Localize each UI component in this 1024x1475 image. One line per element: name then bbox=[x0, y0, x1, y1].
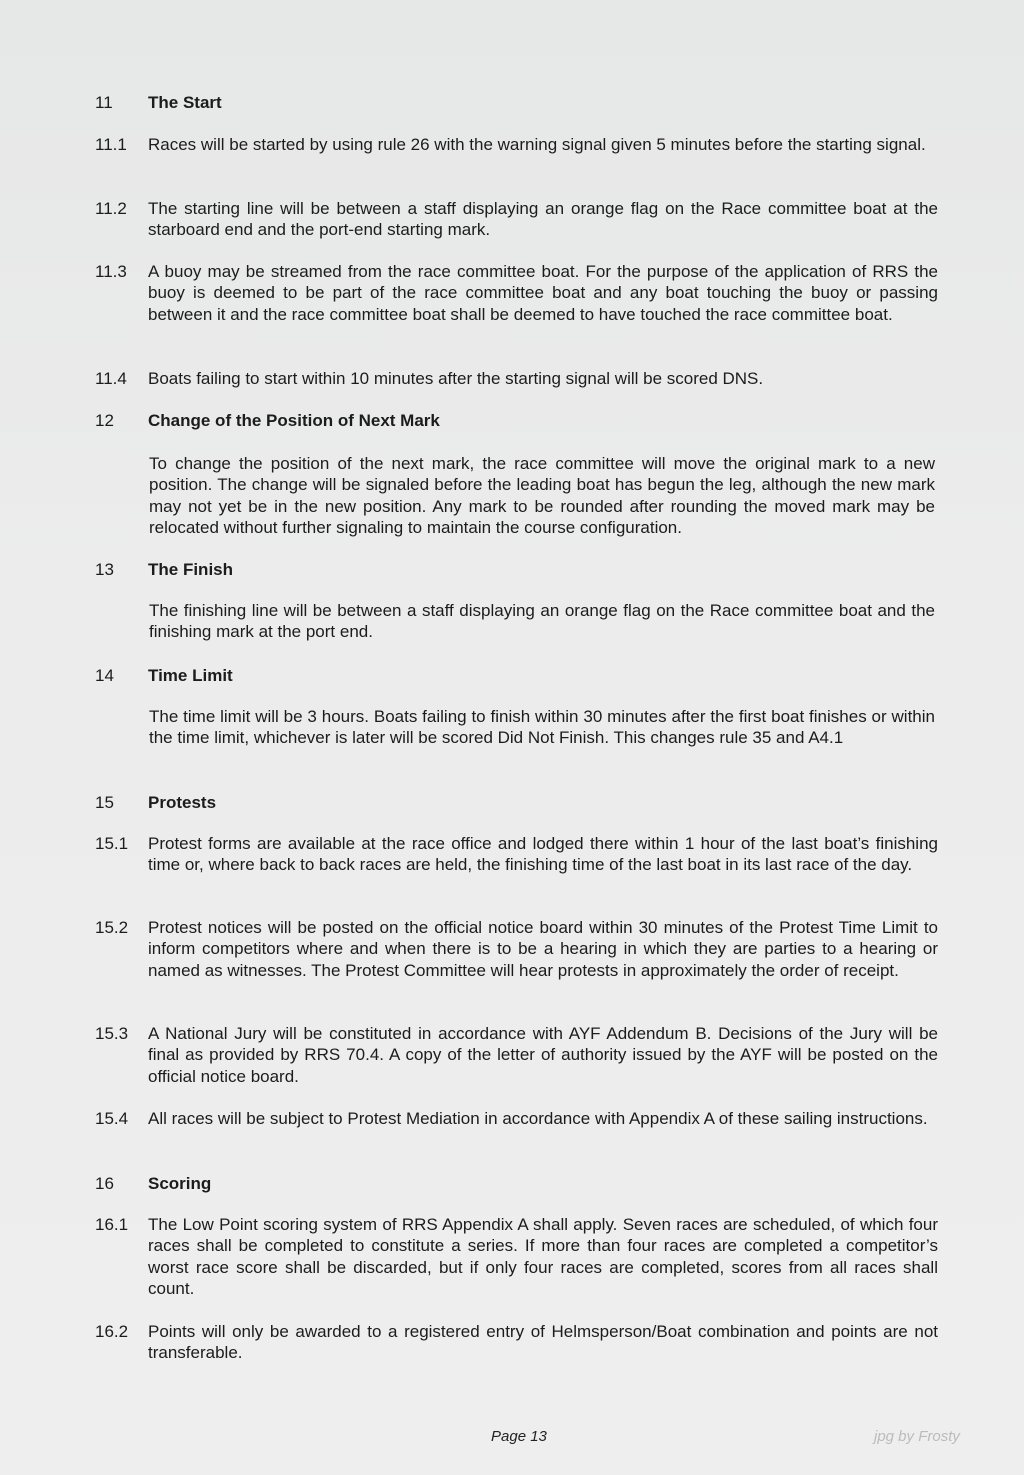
clause-number: 11.4 bbox=[95, 369, 127, 388]
section-title: Time Limit bbox=[148, 666, 233, 685]
section-number: 15 bbox=[95, 793, 114, 812]
image-credit: jpg by Frosty bbox=[874, 1428, 960, 1445]
clause-number: 11.3 bbox=[95, 262, 127, 281]
section-13-paragraph: The finishing line will be between a staff displaying an orange flag on the Race committee boat and the finishing mark at the port end. bbox=[149, 601, 935, 642]
clause-text: Protest notices will be posted on the official notice board within 30 minutes of the Protest Time Limit to inform competitors where and when there is to be a hearing in which they are parties to a hearing or named as witnesses. The Protest Committee will hear protests in approximately the order of receipt. bbox=[148, 918, 938, 980]
clause-number: 15.1 bbox=[95, 834, 129, 853]
clause-text: Protest forms are available at the race office and lodged there within 1 hour of the last boat’s finishing time or, where back to back races are held, the finishing time of the last boat in its last race of the day. bbox=[148, 834, 938, 875]
section-number: 16 bbox=[95, 1174, 114, 1193]
section-number: 11 bbox=[95, 93, 113, 112]
section-title: Scoring bbox=[148, 1174, 212, 1193]
section-title: The Start bbox=[148, 93, 222, 112]
clause-number: 15.4 bbox=[95, 1109, 129, 1128]
clause-number: 11.1 bbox=[95, 135, 127, 154]
section-number: 13 bbox=[95, 560, 114, 579]
section-14-paragraph: The time limit will be 3 hours. Boats failing to finish within 30 minutes after the first boat finishes or within the time limit, whichever is later will be scored Did Not Finish. This changes rule 35 and A4.1 bbox=[149, 707, 935, 748]
clause-text: Races will be started by using rule 26 with the warning signal given 5 minutes before the starting signal. bbox=[148, 135, 926, 154]
section-title: Change of the Position of Next Mark bbox=[148, 411, 440, 430]
clause-text: A National Jury will be constituted in accordance with AYF Addendum B. Decisions of the Jury will be final as provided by RRS 70.4. A copy of the letter of authority issued by the AYF will be posted on the official notice board. bbox=[148, 1024, 938, 1086]
clause-number: 11.2 bbox=[95, 199, 127, 218]
clause-text: The starting line will be between a staff displaying an orange flag on the Race committee boat at the starboard end and the port-end starting mark. bbox=[148, 199, 938, 240]
clause-number: 15.3 bbox=[95, 1024, 129, 1043]
clause-number: 15.2 bbox=[95, 918, 129, 937]
section-title: The Finish bbox=[148, 560, 233, 579]
clause-text: Points will only be awarded to a registered entry of Helmsperson/Boat combination and points are not transferable. bbox=[148, 1322, 938, 1363]
section-number: 14 bbox=[95, 666, 114, 685]
clause-text: A buoy may be streamed from the race committee boat. For the purpose of the application of RRS the buoy is deemed to be part of the race committee boat and any boat touching the buoy or passing between it and the race committee boat shall be deemed to have touched the race committee boat. bbox=[148, 262, 938, 324]
page-number: Page 13 bbox=[491, 1428, 547, 1445]
section-number: 12 bbox=[95, 411, 114, 430]
section-title: Protests bbox=[148, 793, 217, 812]
clause-number: 16.1 bbox=[95, 1215, 129, 1234]
clause-text: Boats failing to start within 10 minutes after the starting signal will be scored DNS. bbox=[148, 369, 764, 388]
clause-text: The Low Point scoring system of RRS Appendix A shall apply. Seven races are scheduled, of which four races shall be completed to constitute a series. If more than four races are completed a competitor’s worst race score shall be discarded, but if only four races are completed, scores from all races shall count. bbox=[148, 1215, 938, 1299]
clause-number: 16.2 bbox=[95, 1322, 129, 1341]
section-12-paragraph: To change the position of the next mark, the race committee will move the original mark to a new position. The change will be signaled before the leading boat has begun the leg, although the new mark may not yet be in the new position. Any mark to be rounded after rounding the moved mark may be relocated without further signaling to maintain the course configuration. bbox=[149, 454, 935, 538]
clause-text: All races will be subject to Protest Mediation in accordance with Appendix A of these sailing instructions. bbox=[148, 1109, 928, 1128]
